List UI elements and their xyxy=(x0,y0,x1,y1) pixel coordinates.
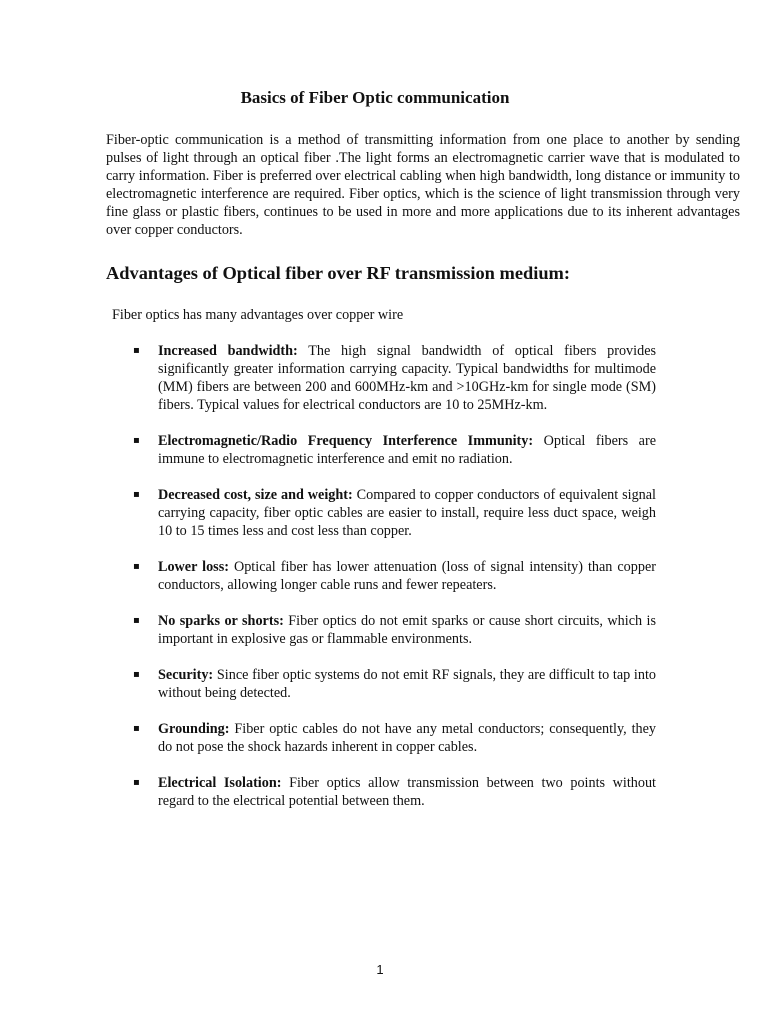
page-number: 1 xyxy=(376,962,384,977)
advantage-item xyxy=(130,486,656,540)
square-bullet-icon: ▪ xyxy=(133,615,140,626)
intro-paragraph: Fiber-optic communication is a method of transmitting information from one place to another by sending pulses of light through an optical fiber .The light forms an electromagnetic carrier wave that is modulated to carry information. Fiber is preferred over electrical cabling when high bandwidth, long distance or immunity to electromagnetic interference are required. Fiber optics, which is the science of light transmission through very fine glass or plastic fibers, continues to be used in more and more applications due to its inherent advantages over copper conductors. xyxy=(106,132,740,238)
advantage-item xyxy=(130,720,656,756)
advantage-title: Electromagnetic/Radio Frequency Interference Immunity: xyxy=(158,433,534,449)
advantage-title: Lower loss: xyxy=(158,559,229,575)
square-bullet-icon: ▪ xyxy=(133,561,140,572)
advantage-item xyxy=(130,342,656,414)
advantage-text: Optical fiber has lower attenuation (loss of signal intensity) than copper conductors, allowing longer cable runs and fewer repeaters. xyxy=(158,559,656,593)
advantage-text: Fiber optic cables do not have any metal conductors; consequently, they do not pose the shock hazards inherent in copper cables. xyxy=(158,721,657,755)
advantage-title: Decreased cost, size and weight: xyxy=(158,487,353,503)
square-bullet-icon: ▪ xyxy=(133,345,140,356)
advantages-list xyxy=(130,342,656,828)
advantage-text: Fiber optics do not emit sparks or cause short circuits, which is important in explosive gas or flammable environments. xyxy=(158,613,657,647)
square-bullet-icon: ▪ xyxy=(133,777,140,788)
advantage-title: Electrical Isolation: xyxy=(158,775,282,791)
advantage-title: No sparks or shorts: xyxy=(158,613,284,629)
advantage-text: Fiber optics allow transmission between two points without regard to the electrical potential between them. xyxy=(158,775,656,809)
advantage-title: Grounding: xyxy=(158,721,230,737)
advantage-item xyxy=(130,432,656,468)
square-bullet-icon: ▪ xyxy=(133,489,140,500)
advantage-item xyxy=(130,558,656,594)
advantage-item xyxy=(130,612,656,648)
advantage-text: The high signal bandwidth of optical fibers provides significantly greater information carrying capacity. Typical bandwidths for multimode (MM) fibers are between 200 and 600MHz-km and >10GHz-km for single mode (SM) fibers. Typical values for electrical conductors are 10 to 25MHz-km. xyxy=(158,343,657,413)
advantage-item xyxy=(130,666,656,702)
advantage-text: Compared to copper conductors of equivalent signal carrying capacity, fiber optic cables are easier to install, require less duct space, weigh 10 to 15 times less and cost less than copper. xyxy=(158,487,656,539)
square-bullet-icon: ▪ xyxy=(133,435,140,446)
advantage-text: Optical fibers are immune to electromagnetic interference and emit no radiation. xyxy=(158,433,656,467)
square-bullet-icon: ▪ xyxy=(133,669,140,680)
advantage-title: Security: xyxy=(158,667,214,683)
advantage-text: Since fiber optic systems do not emit RF signals, they are difficult to tap into without being detected. xyxy=(158,667,656,701)
section-heading: Advantages of Optical fiber over RF transmission medium: xyxy=(106,263,571,283)
square-bullet-icon: ▪ xyxy=(133,723,140,734)
section-lead: Fiber optics has many advantages over copper wire xyxy=(112,307,404,323)
advantage-item xyxy=(130,774,656,810)
page-title: Basics of Fiber Optic communication xyxy=(240,88,510,107)
advantage-title: Increased bandwidth: xyxy=(158,343,298,359)
